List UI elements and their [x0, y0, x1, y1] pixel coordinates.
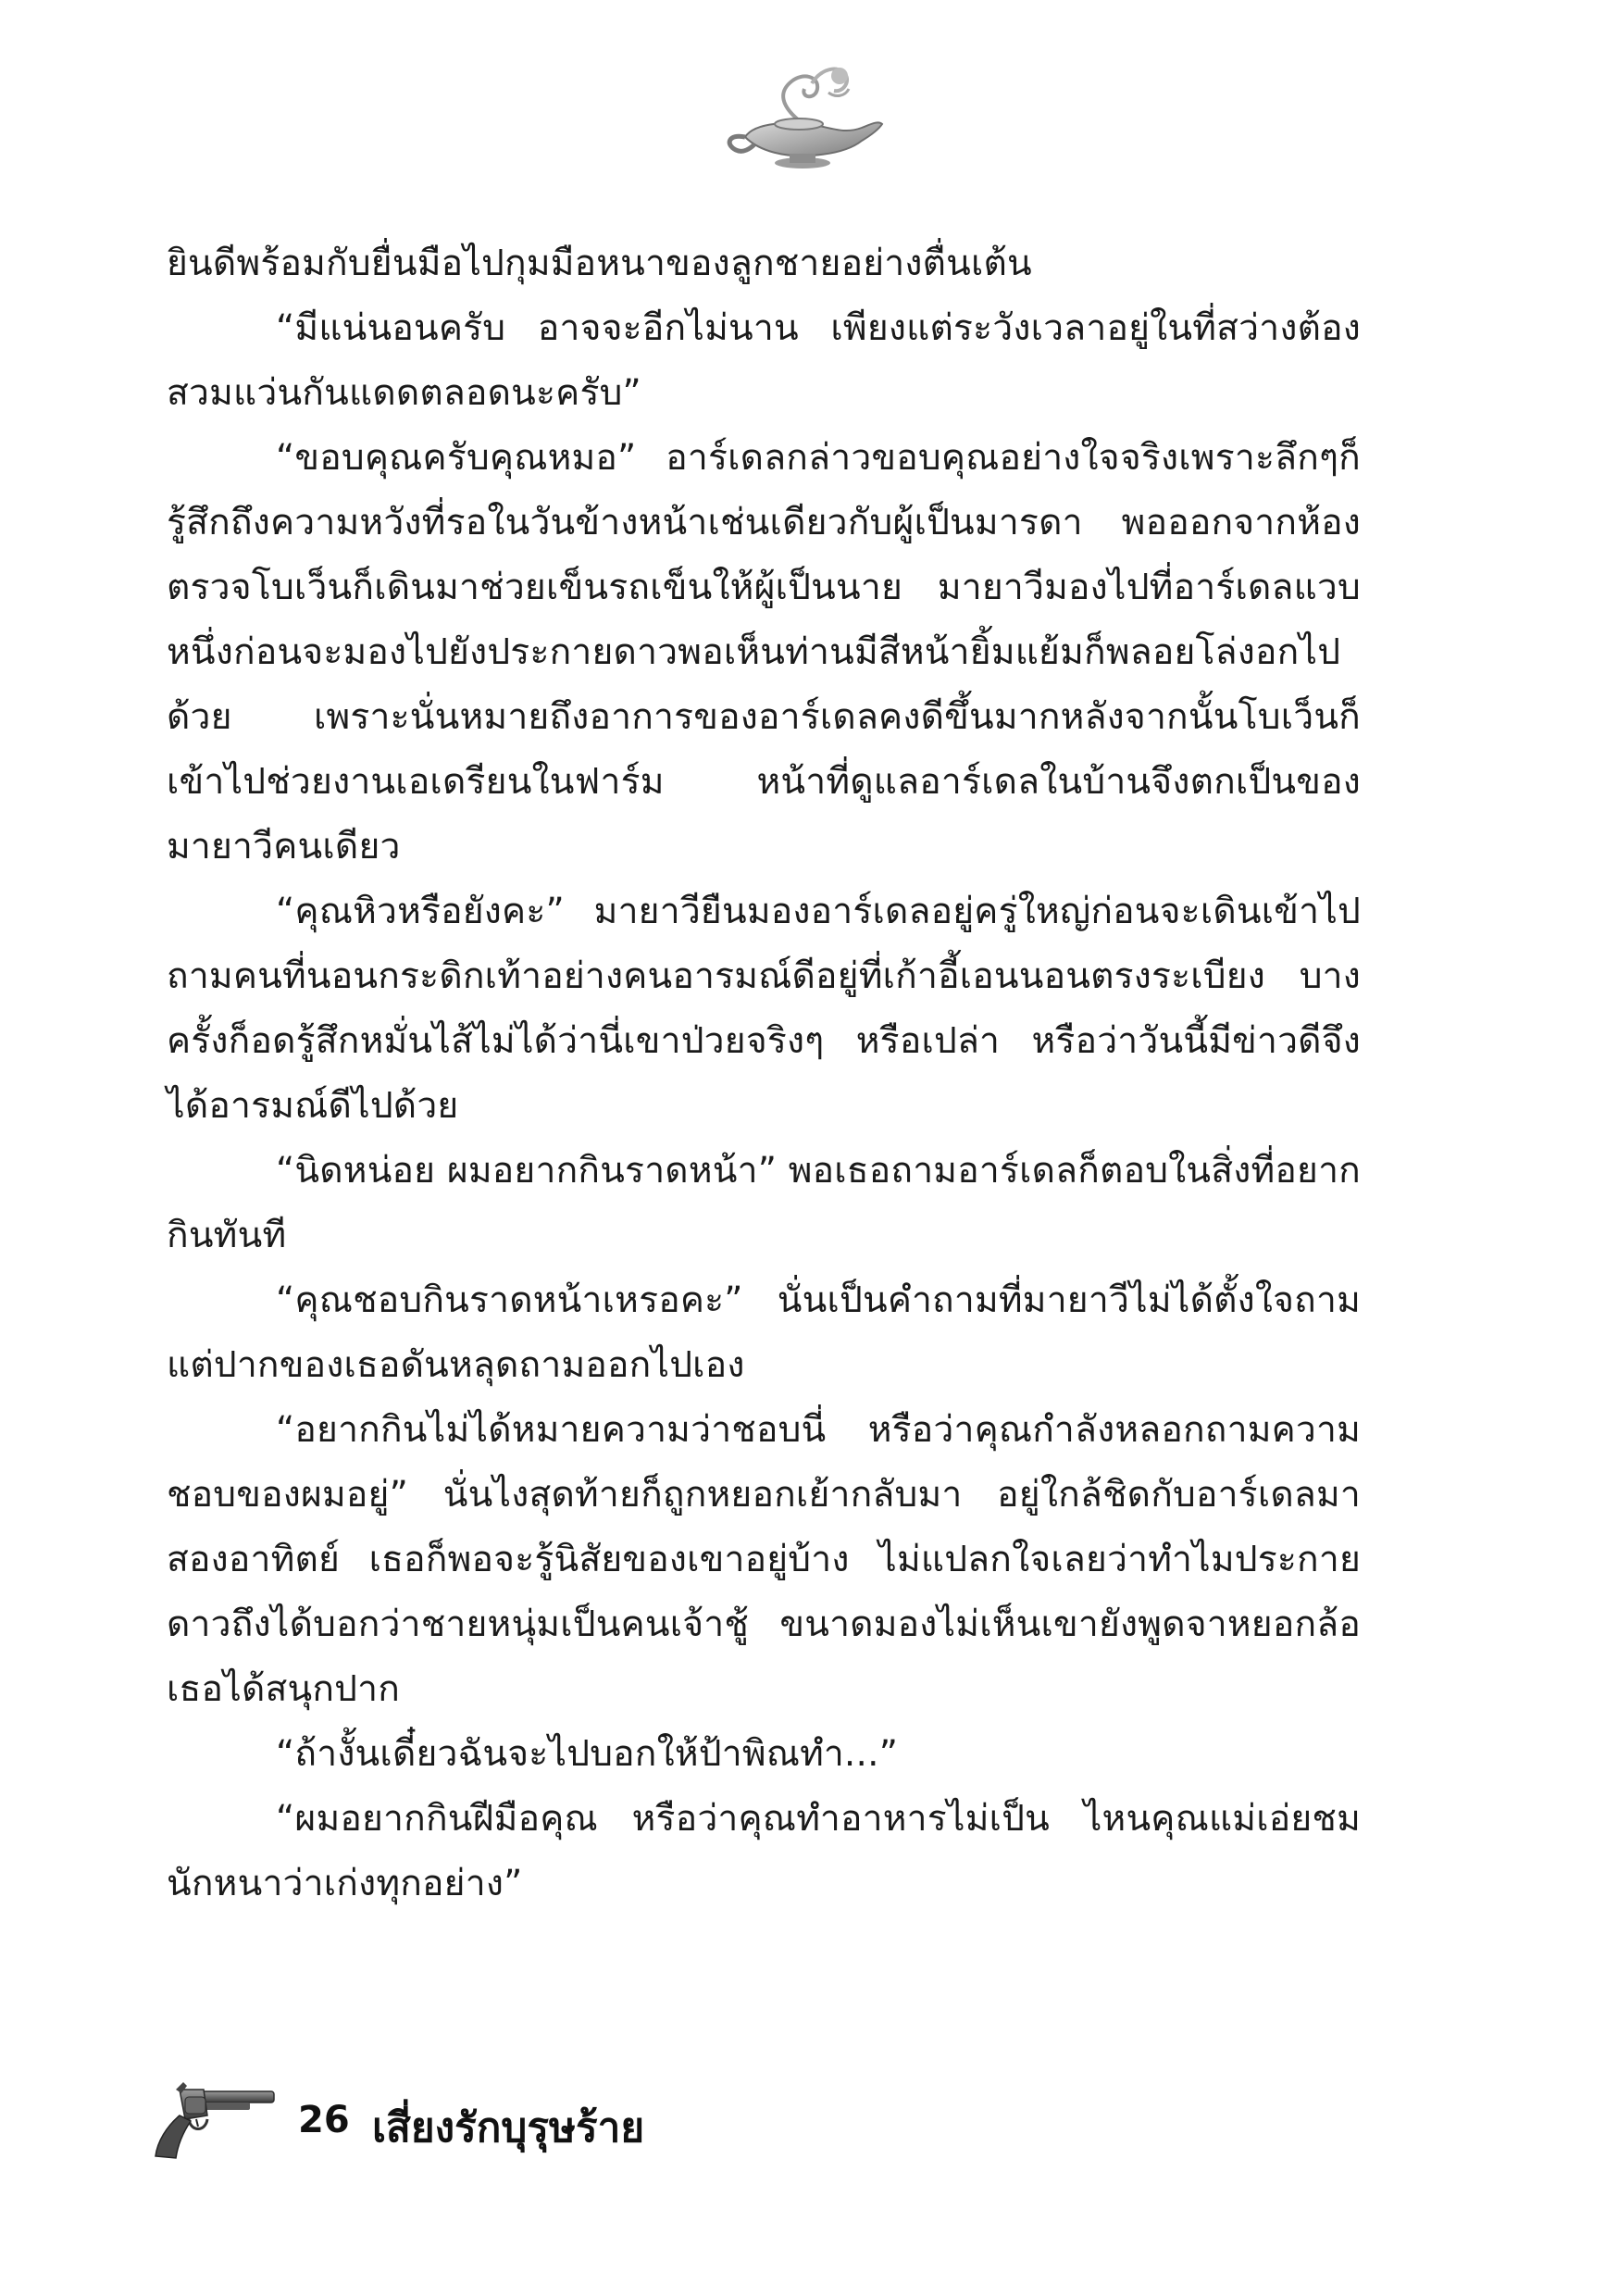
paragraph: “มีแน่นอนครับ อาจจะอีกไม่นาน เพียงแต่ระวังเวลาอยู่ในที่สว่างต้องสวมแว่นกันแดดตลอดนะครับ” — [167, 307, 1361, 414]
revolver-icon — [148, 2078, 278, 2162]
magic-lamp-icon — [690, 56, 912, 176]
paragraph: “ขอบคุณครับคุณหมอ” อาร์เดลกล่าวขอบคุณอย่างใจจริงเพราะลึกๆก็รู้สึกถึงความหวังที่รอในวันข้างหน้าเช่นเดียวกับผู้เป็นมารดา พอออกจากห้องตรวจโบเว็นก็เดินมาช่วยเข็นรถเข็นให้ผู้เป็นนาย มายาวีมองไปที่อาร์เดลแวบหนึ่งก่อนจะมองไปยังประกายดาวพอเห็นท่านมีสีหน้ายิ้มแย้มก็พลอยโล่งอกไปด้วย เพราะนั่นหมายถึงอาการของอาร์เดลคงดีขึ้นมากหลังจากนั้นโบเว็นก็เข้าไปช่วยงานเอเดรียนในฟาร์ม หน้าที่ดูแลอาร์เดลในบ้านจึงตกเป็นของมายาวีคนเดียว — [167, 437, 1361, 867]
page-footer — [148, 2078, 889, 2171]
page-number: 26 — [298, 2099, 350, 2141]
body-text — [167, 231, 1361, 1916]
paragraph: “คุณหิวหรือยังคะ” มายาวียืนมองอาร์เดลอยู่ครู่ใหญ่ก่อนจะเดินเข้าไปถามคนที่นอนกระดิกเท้าอย่างคนอารมณ์ดีอยู่ที่เก้าอี้เอนนอนตรงระเบียง บางครั้งก็อดรู้สึกหมั่นไส้ไม่ได้ว่านี่เขาป่วยจริงๆ หรือเปล่า หรือว่าวันนี้มีข่าวดีจึงได้อารมณ์ดีไปด้วย — [167, 891, 1361, 1127]
paragraph: “ถ้างั้นเดี๋ยวฉันจะไปบอกให้ป้าพิณทำ...” — [276, 1733, 899, 1775]
paragraph: ยินดีพร้อมกับยื่นมือไปกุมมือหนาของลูกชายอย่างตื่นเต้น — [167, 243, 1032, 284]
paragraph: “อยากกินไม่ได้หมายความว่าชอบนี่ หรือว่าคุณกำลังหลอกถามความชอบของผมอยู่” นั่นไงสุดท้ายก็ถูกหยอกเย้ากลับมา อยู่ใกล้ชิดกับอาร์เดลมาสองอาทิตย์ เธอก็พอจะรู้นิสัยของเขาอยู่บ้าง ไม่แปลกใจเลยว่าทำไมประกายดาวถึงได้บอกว่าชายหนุ่มเป็นคนเจ้าชู้ ขนาดมองไม่เห็นเขายังพูดจาหยอกล้อเธอได้สนุกปาก — [167, 1409, 1361, 1710]
paragraph: “คุณชอบกินราดหน้าเหรอคะ” นั่นเป็นคำถามที่มายาวีไม่ได้ตั้งใจถาม แต่ปากของเธอดันหลุดถามออกไปเอง — [167, 1279, 1361, 1386]
book-title: เสี่ยงรักบุรุษร้าย — [372, 2104, 645, 2152]
paragraph: “นิดหน่อย ผมอยากกินราดหน้า” พอเธอถามอาร์เดลก็ตอบในสิ่งที่อยากกินทันที — [167, 1150, 1361, 1256]
paragraph: “ผมอยากกินฝีมือคุณ หรือว่าคุณทำอาหารไม่เป็น ไหนคุณแม่เอ่ยชมนักหนาว่าเก่งทุกอย่าง” — [167, 1798, 1361, 1904]
